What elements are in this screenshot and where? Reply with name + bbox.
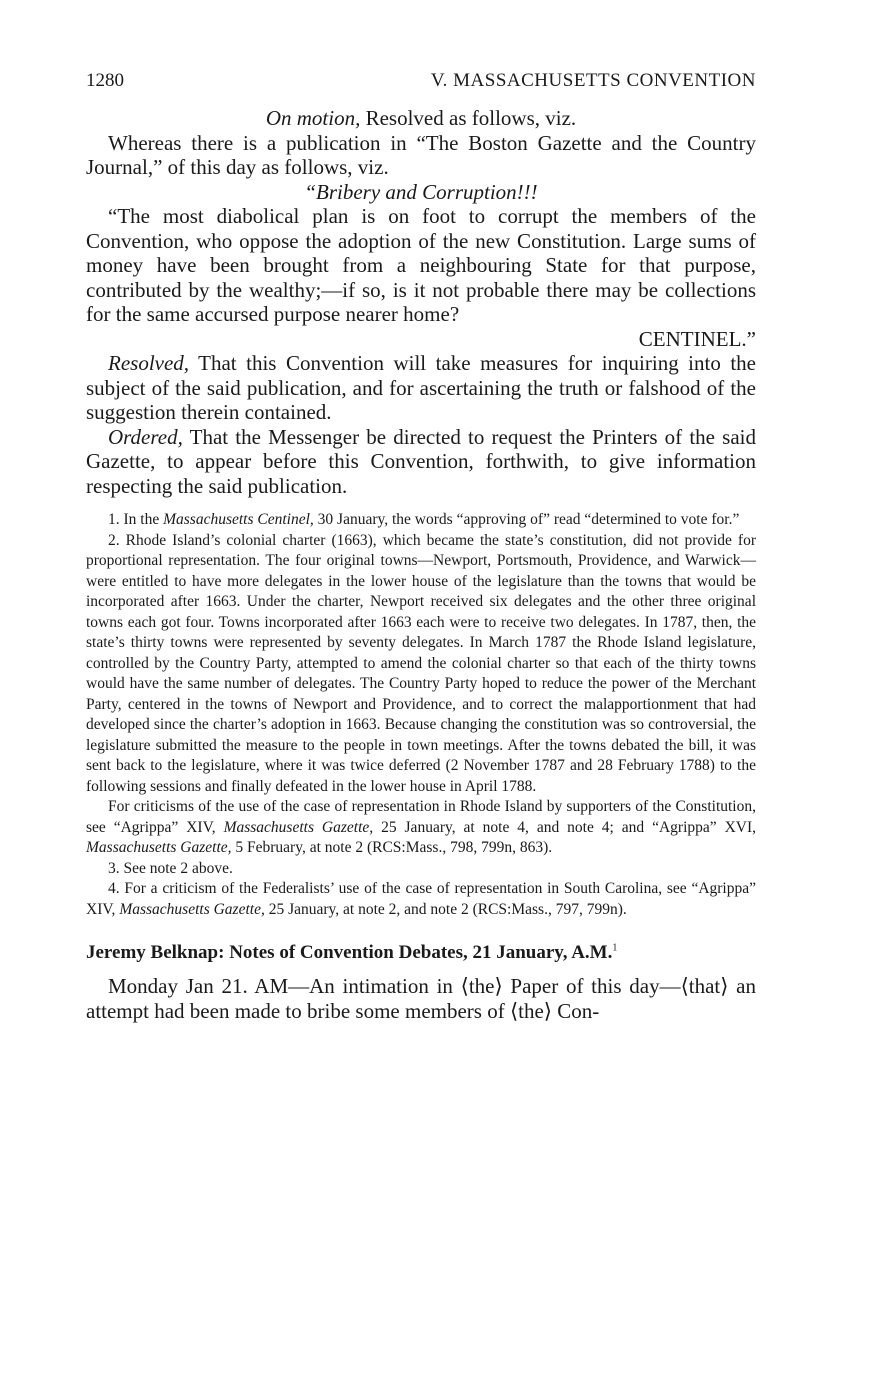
footnotes [86, 510, 756, 920]
motion-rest: Resolved as follows, viz. [360, 106, 577, 130]
belknap-paragraph: Monday Jan 21. AM—An intimation in ⟨the⟩ Paper of this day—⟨that⟩ an attempt had been made to bribe some members of ⟨the⟩ Con- [86, 974, 756, 1023]
heading-footnote-marker: 1 [612, 942, 618, 954]
quote-signature: CENTINEL.” [638, 326, 756, 351]
footnote-1: 1. In the Massachusetts Centinel, 30 January, the words “approving of” read “determined to vote for.” [108, 511, 740, 528]
footnote-2: 2. Rhode Island’s colonial charter (1663), which became the state’s constitution, did not provide for proportional representation. The four original towns—Newport, Portsmouth, Providence, and Warwick—were entitled to have more delegates in the lower house of the legislature than the towns that would be incorporated after 1663. Under the charter, Newport received six delegates and the other three original towns each got four. Towns incorporated after 1663 each were to receive two delegates. In 1787, then, the state’s thirty towns were represented by seventy delegates. In March 1787 the Rhode Island legislature, controlled by the Country Party, attempted to amend the colonial charter so that each of the thirty towns would have the same number of delegates. The Country Party hoped to reduce the power of the Merchant Party, centered in the towns of Newport and Providence, and to correct the malapportionment that had developed since the charter’s adoption in 1663. Because changing the constitution was so controversial, the legislature submitted the measure to the people in town meetings. After the towns debated the bill, it was sent back to the legislature, where it was twice deferred (2 November 1787 and 28 February 1788) to the following sessions and finally defeated in the lower house in April 1788. [86, 531, 756, 795]
ordered-paragraph [86, 425, 756, 499]
motion-lead: On motion, [265, 106, 361, 130]
quote-body: “The most diabolical plan is on foot to corrupt the members of the Convention, who oppose the adoption of the new Constitution. Large sums of money have been brought from a neighbouring State for that purpose, contributed by the wealthy;—if so, is it not probable there may be collections for the same accursed purpose nearer home? [86, 204, 756, 326]
belknap-notes [86, 974, 756, 1024]
main-text [86, 106, 756, 498]
resolved-paragraph [86, 351, 756, 425]
running-title: V. MASSACHUSETTS CONVENTION [430, 70, 756, 91]
footnote-4: 4. For a criticism of the Federalists’ use of the case of representation in South Carolina, see “Agrippa” XIV, Massachusetts Gazette, 25 January, at note 2, and note 2 (RCS:Mass., 797, 799n). [86, 880, 756, 918]
ordered-lead: Ordered, [108, 424, 183, 449]
running-header [86, 70, 756, 92]
resolved-lead: Resolved, [108, 351, 190, 375]
footnote-3: 3. See note 2 above. [108, 859, 233, 877]
document-page [86, 70, 756, 1024]
ordered-rest: That the Messenger be directed to request the Printers of the said Gazette, to appear before this Convention, forthwith, to give information respecting the said publication. [86, 424, 756, 498]
motion-paragraph [86, 106, 756, 131]
section-heading: Jeremy Belknap: Notes of Convention Debates, 21 January, A.M.$^1$ [86, 942, 618, 963]
resolved-rest: That this Convention will take measures for inquiring into the subject of the said publication, and for ascertaining the truth or falshood of the suggestion therein contained. [86, 351, 756, 424]
footnote-2-continued: For criticisms of the use of the case of representation in Rhode Island by supporters of the Constitution, see “Agrippa” XIV, Massachusetts Gazette, 25 January, at note 4, and note 4; and “Agrippa” XVI, Massachusetts Gazette, 5 February, at note 2 (RCS:Mass., 798, 799n, 863). [86, 798, 756, 856]
quote-title: “Bribery and Corruption!!! [304, 179, 538, 204]
whereas-paragraph: Whereas there is a publication in “The Boston Gazette and the Country Journal,” of this day as follows, viz. [86, 130, 756, 179]
page-number: 1280 [86, 70, 124, 91]
